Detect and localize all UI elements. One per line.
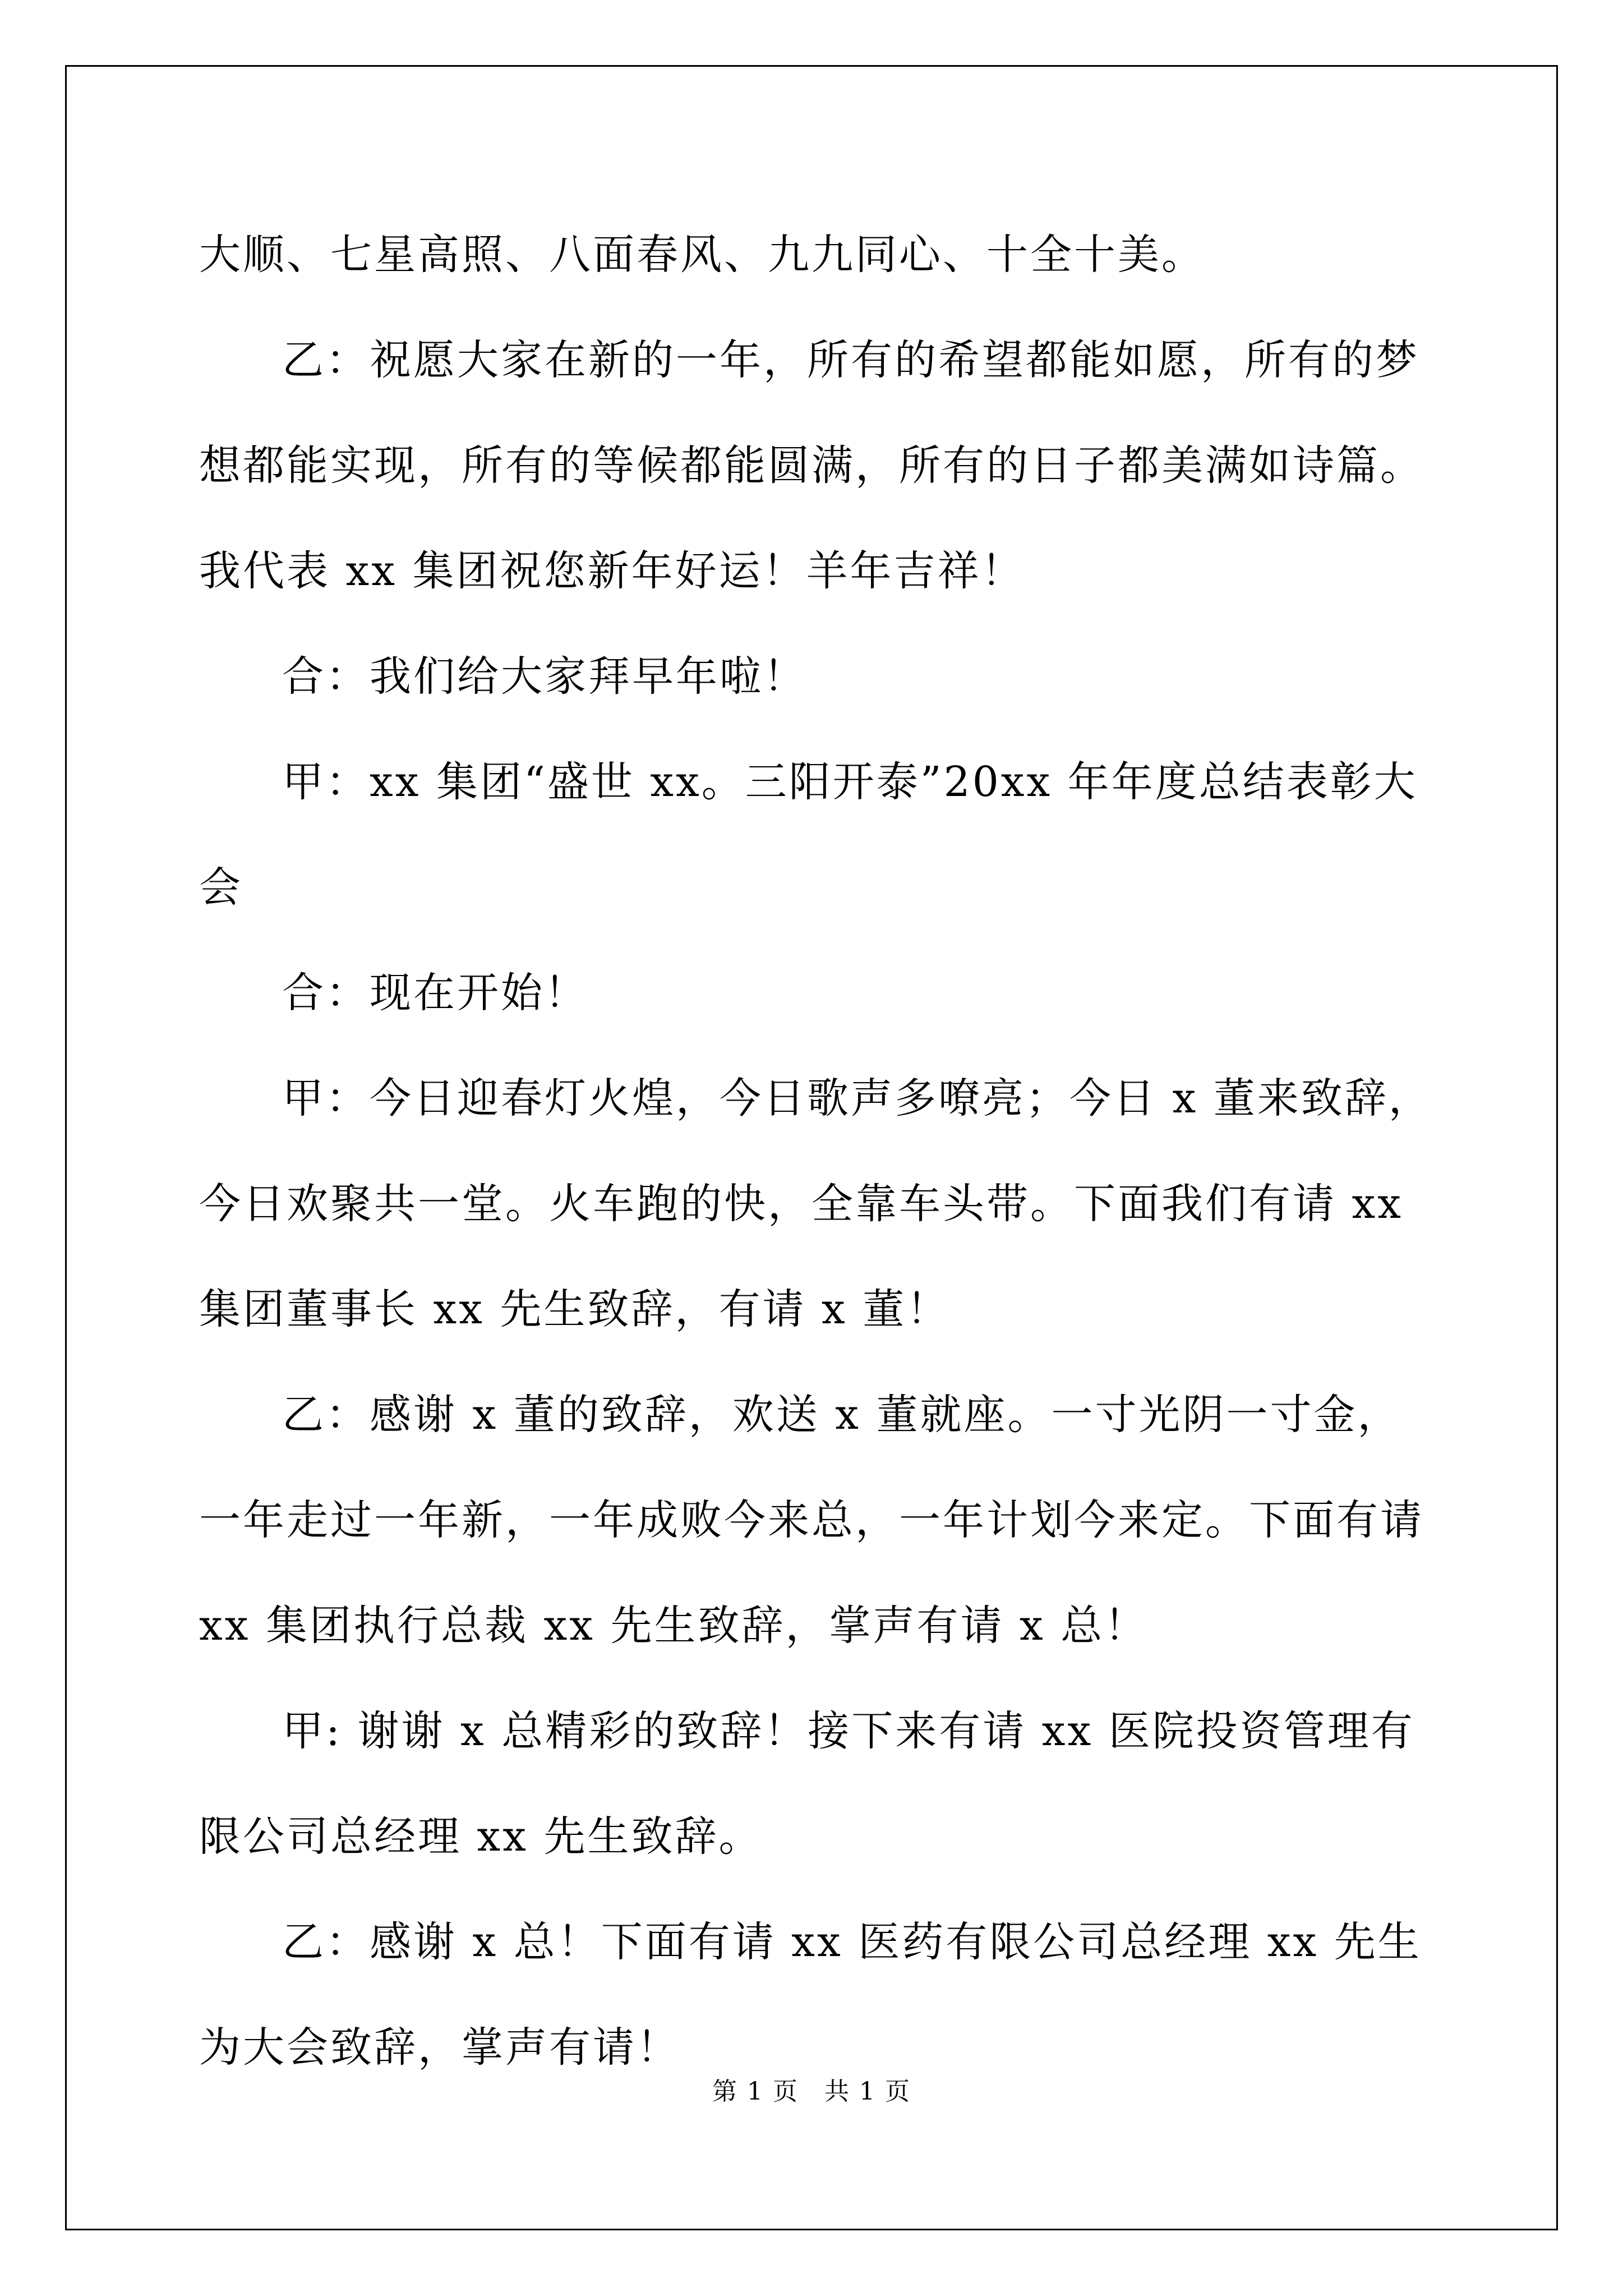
document-body: [199, 202, 1433, 2100]
paragraph-9: 乙：感谢 x 总！下面有请 xx 医药有限公司总经理 xx 先生为大会致辞，掌声有请！: [199, 1918, 1422, 2072]
paragraph-5: 合：现在开始！: [282, 969, 588, 1017]
paragraph-2: 乙：祝愿大家在新的一年，所有的希望都能如愿，所有的梦想都能实现，所有的等候都能圆满，所有的日子都美满如诗篇。我代表 xx 集团祝您新年好运！羊年吉祥！: [199, 336, 1424, 595]
paragraph-7: 乙：感谢 x 董的致辞，欢送 x 董就座。一寸光阴一寸金，一年走过一年新，一年成败今来总，一年计划今来定。下面有请 xx 集团执行总裁 xx 先生致辞，掌声有请 x 总！: [199, 1391, 1424, 1650]
paragraph-1: 大顺、七星高照、八面春风、九九同心、十全十美。: [199, 231, 1205, 279]
paragraph-6: 甲：今日迎春灯火煌，今日歌声多嘹亮；今日 x 董来致辞，今日欢聚共一堂。火车跑的快，全靠车头带。下面我们有请 xx 集团董事长 xx 先生致辞，有请 x 董！: [199, 1074, 1432, 1333]
paragraph-4: 甲：xx 集团“盛世 xx。三阳开泰”20xx 年年度总结表彰大会: [199, 758, 1418, 912]
paragraph-3: 合：我们给大家拜早年啦！: [282, 652, 807, 701]
paragraph-8: 甲: 谢谢 x 总精彩的致辞！接下来有请 xx 医院投资管理有限公司总经理 xx 先生致辞。: [199, 1707, 1415, 1861]
page-number-footer: 第 1 页 共 1 页: [712, 2077, 911, 2106]
